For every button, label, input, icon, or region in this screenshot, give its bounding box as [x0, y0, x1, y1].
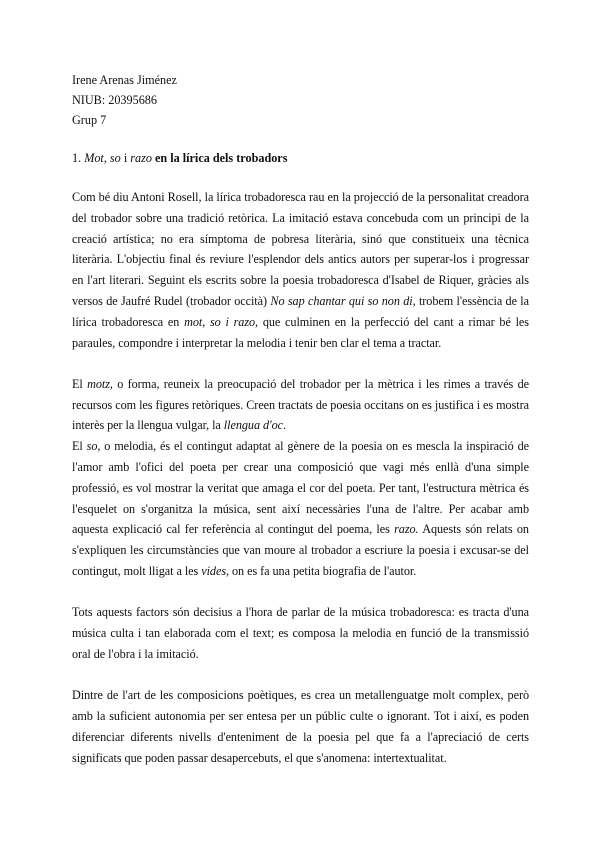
paragraph-3-text-b: o melodia, és el contingut adaptat al gènere de la poesia on es mescla la inspiració de l'amor amb l'ofici del poeta per crear una composició que vagi més enllà d'una simple professió, es vol mostrar la veritat que amaga el cor del poeta. Per tant, l'estructura mètrica és l'esquelet on s'organitza la música, sent així necessàries l'una de l'altre. Per acabar amb aquesta explicació cal fer referència al contingut del poema, les [72, 439, 529, 537]
document-body [72, 187, 529, 768]
paragraph-1-text-c: que culminen en la perfecció del cant a rimar bé les paraules, compondre i interpretar la melodia i tenir ben clar el tema a tractar. [72, 314, 529, 350]
paragraph-2-text-c: . [283, 418, 287, 433]
paragraph-1-terms: mot, so i razo, [184, 314, 259, 329]
document-header [72, 70, 529, 130]
heading-term-razo: razo [130, 151, 152, 165]
heading-title: en la lírica dels trobadors [151, 151, 288, 165]
paragraph-2-term-motz: motz, [87, 376, 113, 391]
paragraph-4: Tots aquests factors són decisius a l'hora de parlar de la música trobadoresca: es tracta d'una música culta i tan elaborada com el text; es composa la melodia en funció de la transmissió oral de l'obra i la imitació. [72, 605, 529, 661]
paragraph-1-quote: No sap chantar qui so non di, [270, 293, 416, 308]
paragraph-5: Dintre de l'art de les composicions poètiques, es crea un metallenguatge molt complex, però amb la suficient autonomia per ser entesa per un públic culte o ignorant. Tot i així, es poden diferenciar diferents nivells d'enteniment de la poesia pel que fa a l'apreciació de certs significats que poden passar desapercebuts, el que s'anomena: intertextualitat. [72, 688, 529, 765]
paragraph-3-term-so: so, [86, 439, 101, 454]
paragraph-3-text-c: Aquests són relats on s'expliquen les circumstàncies que van moure al trobador a escriure la poesia i excusar-se del contingut, molt lligat a les [72, 522, 529, 579]
section-number: 1. [72, 151, 85, 165]
paragraph-2 [72, 374, 529, 436]
group-label: Grup 7 [72, 113, 107, 127]
paragraph-1 [72, 187, 529, 353]
heading-term-so: so [109, 151, 121, 165]
heading-conjunction: i [120, 151, 131, 165]
paragraph-1-text-a: Com bé diu Antoni Rosell, la lírica trobadoresca rau en la projecció de la personalitat creadora del trobador sobre una tradició retòrica. La imitació estava concebuda com un principi de la creació artística; no era símptoma de pobresa literària, sinó que constitueix una tècnica literària. L'objectiu final és reviure l'esplendor dels antics autors per superar-los i progressar en l'art literari. Seguint els escrits sobre la poesia trobadoresca d'Isabel de Riquer, gràcies als versos de Jaufré Rudel (trobador occità) [72, 190, 529, 308]
paragraph-2-text-a: El [72, 376, 88, 391]
paragraph-1-text-b: trobem l'essència de la lírica trobadoresca en [72, 293, 530, 329]
author-name: Irene Arenas Jiménez [72, 73, 177, 87]
paragraph-3-term-vides: vides, [201, 564, 230, 579]
student-id: NIUB: 20395686 [72, 93, 157, 107]
paragraph-2-text-b: o forma, reuneix la preocupació del trobador per la mètrica i les rimes a través de recursos com les figures retòriques. Creen tractats de poesia occitans on es justifica i es mostra interès per la llengua vulgar, la [72, 376, 529, 433]
paragraph-3-text-d: on es fa una petita biografia de l'autor. [229, 564, 417, 579]
paragraph-3-text-a: El [72, 439, 87, 454]
heading-comma: , [103, 151, 110, 165]
paragraph-2-term-llengua: llengua d'oc [223, 418, 284, 433]
heading-term-mot: Mot [84, 151, 104, 165]
paragraph-3-term-razo: razo. [394, 522, 419, 537]
section-heading [72, 148, 529, 168]
paragraph-3 [72, 436, 529, 582]
